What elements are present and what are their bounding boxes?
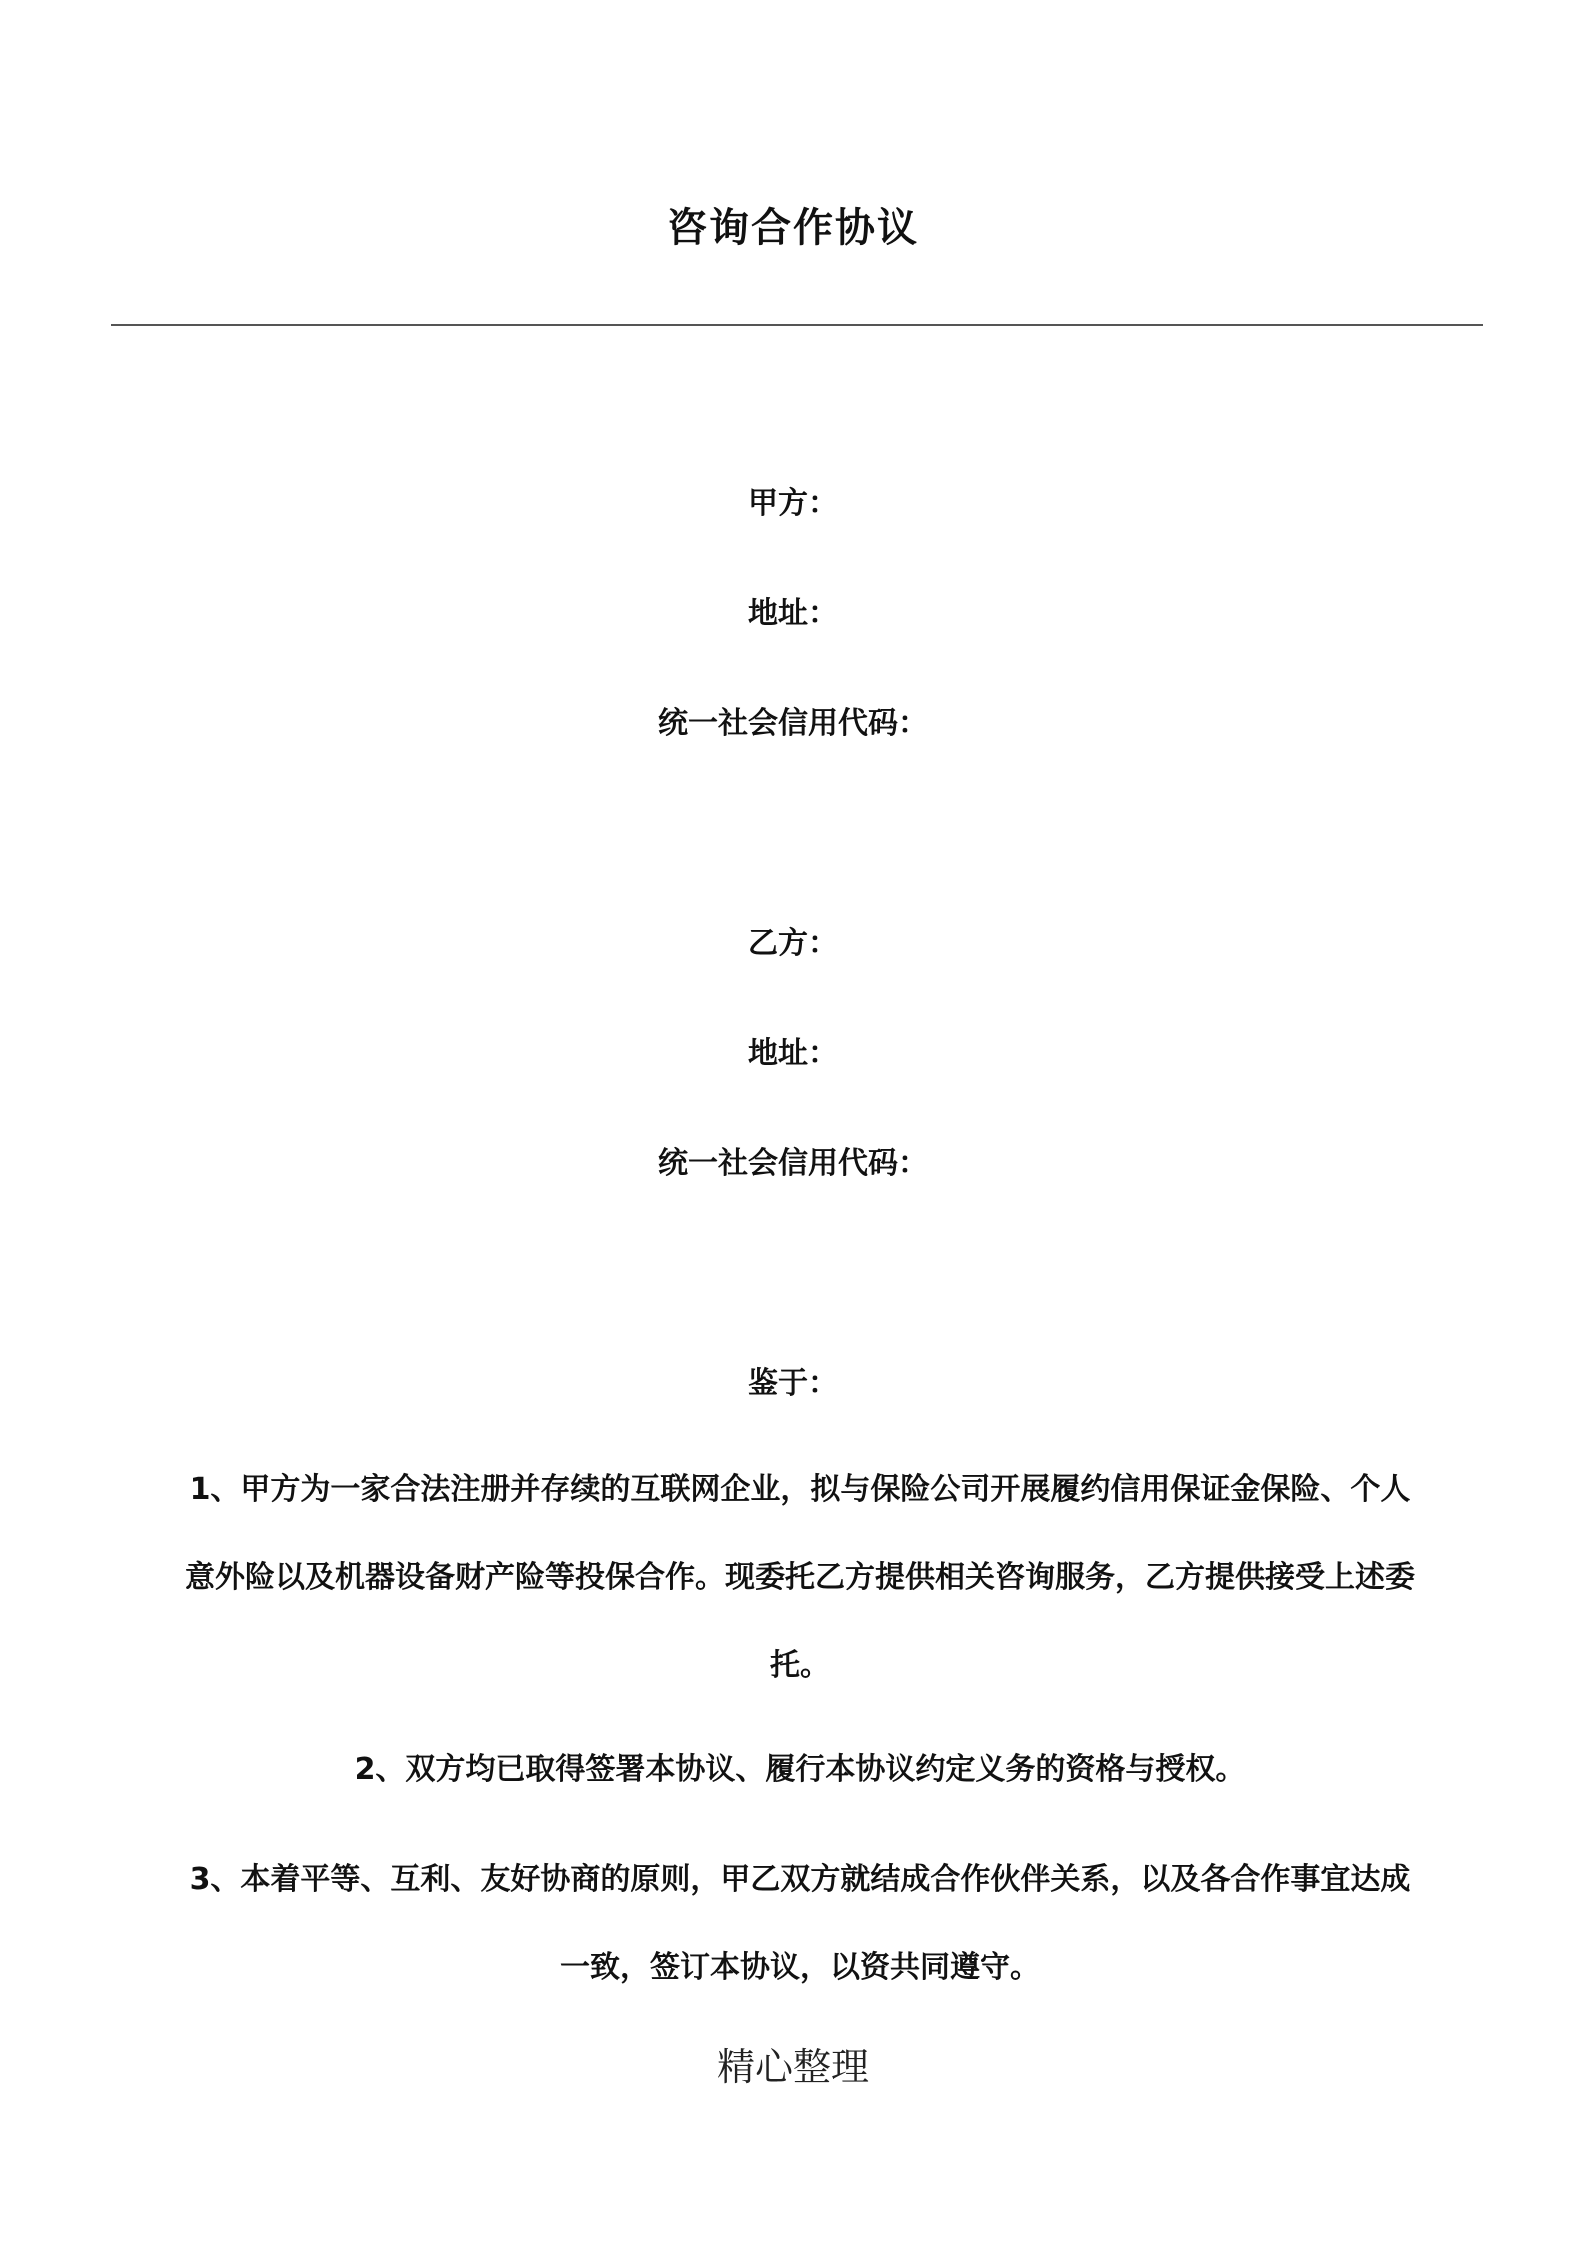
party-a-label: 甲方： — [748, 486, 838, 521]
clause-1-line-2: 意外险以及机器设备财产险等投保合作。现委托乙方提供相关咨询服务，乙方提供接受上述委 — [185, 1560, 1415, 1595]
party-b-address-label: 地址： — [748, 1036, 838, 1071]
whereas-label: 鉴于： — [748, 1366, 838, 1401]
party-a-credit-code-label: 统一社会信用代码： — [658, 706, 928, 741]
party-b-label: 乙方： — [748, 926, 838, 961]
clause-2 — [130, 1726, 1470, 1814]
clause-3-line-1: 3、本着平等、互利、友好协商的原则，甲乙双方就结成合作伙伴关系，以及各合作事宜达成 — [189, 1862, 1411, 1897]
footer-watermark: 精心整理 — [716, 2045, 869, 2089]
document-title: 咨询合作协议 — [667, 205, 919, 251]
clause-1-line-1: 1、甲方为一家合法注册并存续的互联网企业，拟与保险公司开展履约信用保证金保险、个人 — [189, 1472, 1411, 1507]
clause-1-line-3: 托。 — [770, 1648, 830, 1683]
clause-3 — [130, 1836, 1470, 2012]
clause-2-line-1: 2、双方均已取得签署本协议、履行本协议约定义务的资格与授权。 — [354, 1752, 1246, 1787]
clause-1 — [130, 1446, 1470, 1710]
party-b-credit-code-label: 统一社会信用代码： — [658, 1146, 928, 1181]
clause-3-line-2: 一致，签订本协议，以资共同遵守。 — [560, 1950, 1040, 1985]
party-a-address-label: 地址： — [748, 596, 838, 631]
title-divider — [111, 324, 1483, 326]
